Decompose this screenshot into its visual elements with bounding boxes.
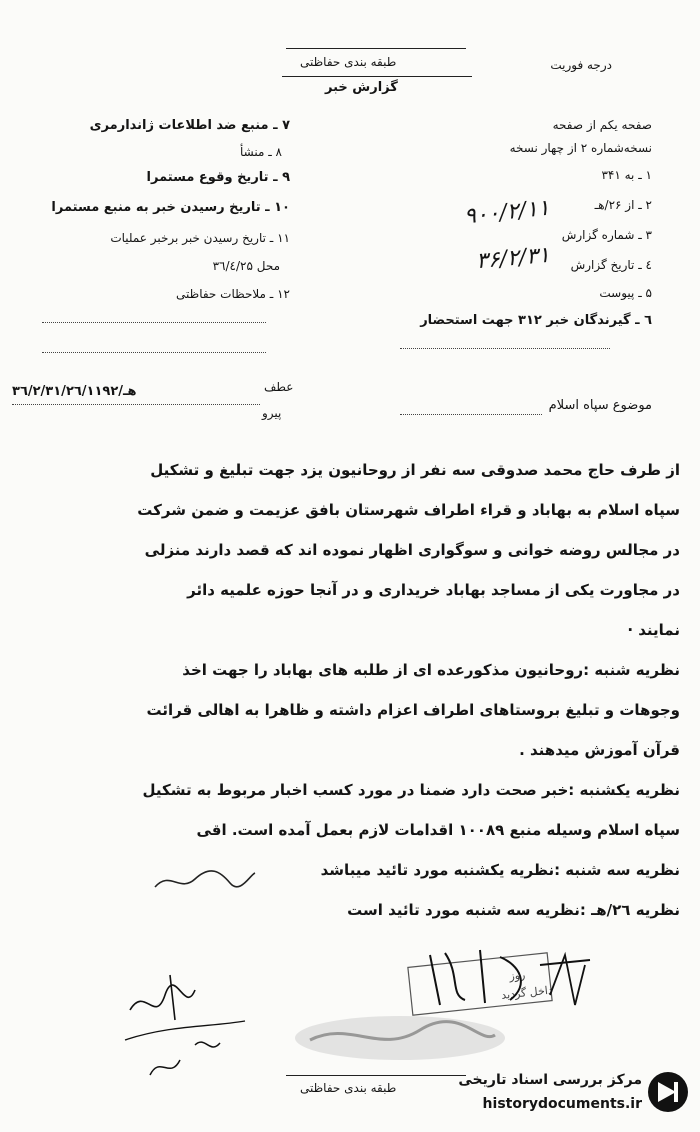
reference-dotline [12, 404, 260, 405]
classification-bottom: طبقه بندی حفاظتی [300, 1081, 397, 1095]
reference-number: ۳٦/۲/۳۱/هـ/۲٦/۱۱۹۲ [12, 384, 137, 399]
body-line: سپاه اسلام وسیله منبع ۱۰۰۸۹ اقدامات لازم بعمل آمده است. اقی [196, 821, 680, 839]
field-source: ۷ ـ منبع ضد اطلاعات ژاندارمری [89, 118, 290, 133]
page-title: گزارش خبر [325, 80, 398, 95]
subject-dotline [400, 414, 542, 415]
body-line: وجوهات و تبلیغ بروستاهای اطراف اعزام داشته و ظاهرا به اهالی قرائت [146, 701, 680, 719]
stamp-line2: داخل گردید [500, 983, 554, 1002]
field-remarks: ۱۲ ـ ملاحظات حفاظتی [176, 287, 290, 301]
handwritten-report-number: ۹۰۰/۲/۱۱ [463, 195, 552, 230]
archive-name: مرکز بررسی اسناد تاریخی [458, 1072, 642, 1088]
blurred-seal [290, 1010, 510, 1065]
archive-website: historydocuments.ir [482, 1096, 642, 1112]
body-line: قرآن آموزش میدهند . [519, 741, 680, 759]
urgency-label: درجه فوریت [550, 58, 612, 72]
bottom-rule [286, 1075, 466, 1076]
field-ops-date: ۱۱ ـ تاریخ رسیدن خبر برخبر عملیات [110, 231, 290, 245]
stamp-line1: روز [508, 968, 526, 983]
title-rule [282, 76, 472, 77]
signature-left [110, 965, 250, 1085]
recipients-dotline [400, 348, 610, 349]
field-from: ۲ ـ از ۲۶/هـ [594, 198, 652, 212]
archive-logo-icon [646, 1070, 690, 1114]
remarks-dotline-2 [42, 352, 266, 353]
subject-field: موضوع سپاه اسلام [548, 398, 652, 413]
body-line: نظریه یکشنبه :خبر صحت دارد ضمنا در مورد کسب اخبار مربوط به تشکیل [142, 781, 680, 799]
body-line: در مجاورت یکی از مساجد بهاباد خریداری و در آنجا حوزه علمیه دائر [187, 581, 680, 599]
field-report-date: ٤ ـ تاریخ گزارش [570, 258, 652, 272]
body-line: در مجالس روضه خوانی و سوگواری اظهار نموده اند که قصد دارند منزلی [144, 541, 680, 559]
field-page: صفحه یکم از صفحه [552, 118, 652, 132]
archive-watermark [440, 1068, 690, 1128]
body-line: نظریه شنبه :روحانیون مذکورعده ای از طلبه های بهاباد را جهت اخذ [182, 661, 680, 679]
body-line: سپاه اسلام به بهاباد و قراء اطراف شهرستان بافق عزیمت و ضمن شرکت [137, 501, 680, 519]
body-line: از طرف حاج محمد صدوقی سه نفر از روحانیون یزد جهت تبلیغ و تشکیل [150, 461, 680, 479]
body-line: نظریه سه شنبه :نظریه یکشنبه مورد تائید میباشد [320, 861, 680, 879]
field-ops-place: محل ۳٦/٤/۲۵ [212, 259, 280, 273]
body-line: نمایند · [627, 621, 680, 639]
atf-label: عطف [264, 380, 294, 394]
field-attachment: ۵ ـ پیوست [599, 286, 652, 300]
classification-top: طبقه بندی حفاظتی [300, 55, 397, 69]
handwritten-report-date: ۳۶/۲/۳۱ [475, 242, 551, 275]
report-body [20, 450, 680, 930]
field-report-number: ۳ ـ شماره گزارش [561, 228, 652, 242]
field-origin: ۸ ـ منشأ [239, 145, 282, 159]
body-line: نظریه ۲٦/هـ :نظریه سه شنبه مورد تائید است [347, 901, 680, 919]
handwritten-initials [150, 865, 260, 895]
field-to: ۱ ـ به ۳۴۱ [601, 168, 652, 182]
peyro-label: پیرو [262, 406, 282, 420]
field-copy: نسخه‌شماره ۲ از چهار نسخه [509, 141, 652, 155]
top-rule [286, 48, 466, 49]
field-recipients: ٦ ـ گیرندگان خبر ۳۱۲ جهت استحضار [420, 313, 652, 328]
field-event-date: ۹ ـ تاریخ وقوع مستمرا [146, 170, 290, 185]
field-received-date: ۱۰ ـ تاریخ رسیدن خبر به منبع مستمرا [51, 200, 290, 215]
remarks-dotline-1 [42, 322, 266, 323]
